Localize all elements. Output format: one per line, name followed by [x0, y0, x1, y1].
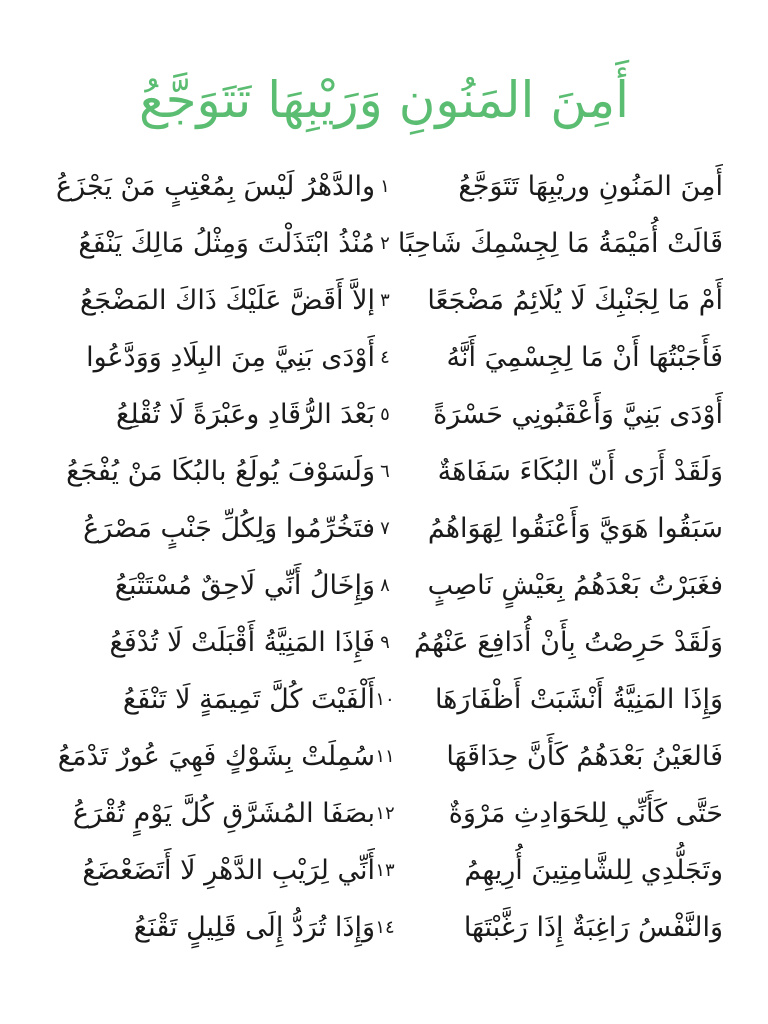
verse-first-hemistich: وَلَقَدْ حَرِصْتُ بِأَنْ أُدَافِعَ عَنْهُمُ: [414, 627, 723, 658]
verse-number: ١٢: [375, 803, 395, 824]
verse-second-hemistich: وَإِذَا تُرَدُّ إِلَى قَلِيلٍ تَقْنَعُ: [133, 912, 375, 943]
verse-second-hemistich: فَإِذَا المَنِيَّةُ أَقْبَلَتْ لَا تُدْفَعُ: [109, 627, 375, 658]
verse-second-hemistich: أَلْفَيْتَ كُلَّ تَمِيمَةٍ لَا تَنْفَعُ: [122, 684, 375, 715]
verse-number: ٤: [380, 347, 390, 368]
verse-number: ١١: [375, 746, 395, 767]
verse-first-hemistich: أَوْدَى بَنِيَّ وَأَعْقَبُونِي حَسْرَةً: [433, 399, 723, 430]
verse-second-hemistich: بصَفَا المُشَرَّقِ كُلَّ يَوْمٍ تُقْرَعُ: [72, 798, 375, 829]
verse-first-hemistich: سَبَقُوا هَوَيَّ وَأَعْنَقُوا لِهَوَاهُمُ: [427, 513, 723, 544]
verse-row: [0, 443, 768, 500]
verse-row: [0, 215, 768, 272]
verse-row: [0, 899, 768, 956]
verse-row: [0, 329, 768, 386]
verse-number: ١٠: [375, 689, 395, 710]
verse-second-hemistich: والدَّهْرُ لَيْسَ بِمُعْتِبٍ مَنْ يَجْزَعُ: [56, 171, 375, 202]
verse-number: ٧: [380, 518, 390, 539]
verse-row: [0, 842, 768, 899]
verse-number: ٩: [380, 632, 390, 653]
verse-row: [0, 614, 768, 671]
verse-second-hemistich: فتَخُرِّمُوا وَلِكُلِّ جَنْبٍ مَصْرَعُ: [83, 513, 375, 544]
verse-row: [0, 557, 768, 614]
verse-row: [0, 785, 768, 842]
verse-first-hemistich: وَلَقَدْ أَرَى أَنّ البُكَاءَ سَفَاهَةٌ: [437, 456, 723, 487]
poem-title: أَمِنَ المَنُونِ وَرَيْبِهَا تَتَوَجَّعُ: [138, 71, 629, 129]
verse-first-hemistich: وتَجَلُّدِي لِلشَّامِتِينَ أُرِيهِمُ: [464, 855, 723, 886]
verse-second-hemistich: وَإِخَالُ أَنِّي لَاحِقٌ مُسْتَتْبَعُ: [114, 570, 375, 601]
verse-row: [0, 500, 768, 557]
verse-first-hemistich: أَمِنَ المَنُونِ وريْبِهَا تَتَوَجَّعُ: [458, 171, 723, 202]
verse-second-hemistich: مُنْذُ ابْتَذَلْتَ وَمِثْلُ مَالِكَ يَنْفَعُ: [78, 228, 375, 259]
verse-number: ٨: [380, 575, 390, 596]
verse-row: [0, 671, 768, 728]
verse-row: [0, 386, 768, 443]
verse-number: ٥: [380, 404, 390, 425]
verse-first-hemistich: وَإِذَا المَنِيَّةُ أَنْشَبَتْ أَظْفَارَهَا: [434, 684, 723, 715]
verse-first-hemistich: قَالَتْ أُمَيْمَةُ مَا لِجِسْمِكَ شَاحِبًا: [397, 228, 723, 259]
verse-number: ٦: [380, 461, 390, 482]
verse-number: ٢: [380, 233, 390, 254]
verse-number: ١٣: [375, 860, 395, 881]
verse-second-hemistich: بَعْدَ الرُّقَادِ وعَبْرَةً لَا تُقْلِعُ: [115, 399, 375, 430]
verse-second-hemistich: أَنِّي لِرَيْبِ الدَّهْرِ لَا أَتَضَعْضَعُ: [82, 855, 375, 886]
verse-first-hemistich: فغَبَرْتُ بَعْدَهُمُ بِعَيْشٍ نَاصِبٍ: [427, 570, 723, 601]
verse-row: [0, 272, 768, 329]
verse-row: [0, 158, 768, 215]
verse-number: ١٤: [375, 917, 395, 938]
verse-number: ١: [380, 176, 390, 197]
poem-body: [0, 158, 768, 956]
verse-first-hemistich: حَتَّى كَأَنِّي لِلحَوَادِثِ مَرْوَةٌ: [448, 798, 723, 829]
verse-number: ٣: [380, 290, 390, 311]
verse-second-hemistich: إلاَّ أَقَضَّ عَلَيْكَ ذَاكَ المَضْجَعُ: [80, 285, 375, 316]
verse-second-hemistich: سُمِلَتْ بِشَوْكٍ فَهِيَ عُورٌ تَدْمَعُ: [57, 741, 375, 772]
verse-first-hemistich: فَالعَيْنُ بَعْدَهُمُ كَأَنَّ حِدَاقَهَا: [446, 741, 723, 772]
verse-second-hemistich: وَلَسَوْفَ يُولَعُ بالبُكَا مَنْ يُفْجَعُ: [66, 456, 375, 487]
verse-first-hemistich: فَأَجَبْتُهَا أَنْ مَا لِجِسْمِيَ أَنَّهُ: [446, 342, 723, 373]
verse-second-hemistich: أَوْدَى بَنِيَّ مِنَ البِلَادِ وَوَدَّعُوا: [86, 342, 375, 373]
verse-first-hemistich: أَمْ مَا لِجَنْبِكَ لَا يُلَائِمُ مَضْجَعًا: [427, 285, 723, 316]
verse-row: [0, 728, 768, 785]
verse-first-hemistich: وَالنَّفْسُ رَاغِبَةٌ إِذَا رَغَّبْتَهَا: [463, 912, 723, 943]
